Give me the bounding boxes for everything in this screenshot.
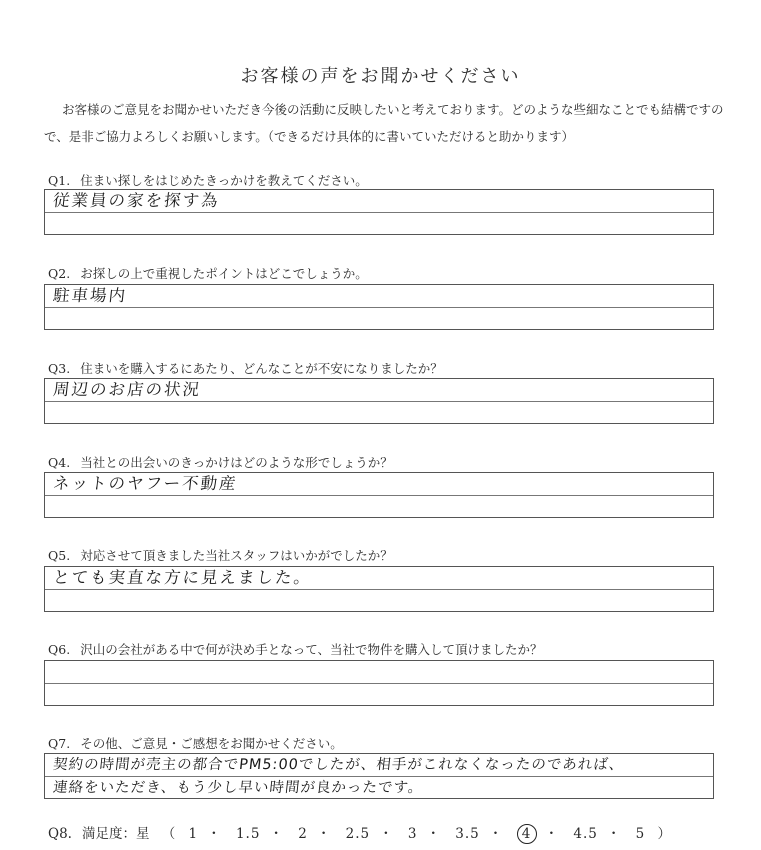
answer-line-2 xyxy=(52,496,54,518)
question-number: Q6. xyxy=(48,642,71,657)
separator-dot: ・ xyxy=(207,826,222,842)
separator-dot: ・ xyxy=(606,826,622,842)
question-7-label xyxy=(48,734,343,752)
answer-line-2 xyxy=(52,402,54,424)
answer-box-4[interactable] xyxy=(44,472,714,518)
question-2-label xyxy=(48,264,368,282)
answer-divider xyxy=(45,495,713,496)
satisfaction-label: 満足度：星 xyxy=(81,826,150,842)
question-4-label xyxy=(48,453,393,471)
survey-title: お客様の声をお聞かせください xyxy=(240,66,521,87)
answer-line-2 xyxy=(52,213,54,235)
answer-divider xyxy=(45,401,713,402)
question-text: 当社との出会いのきっかけはどのような形でしょうか？ xyxy=(80,455,393,470)
separator-dot: ・ xyxy=(379,826,394,842)
question-text: 住まい探しをはじめたきっかけを教えてください。 xyxy=(80,173,368,188)
rating-option-3-5[interactable]: 3.5 xyxy=(455,826,480,842)
question-text: 対応させて頂きました当社スタッフはいかがでしたか？ xyxy=(80,548,393,563)
question-text: 住まいを購入するにあたり、どんなことが不安になりましたか？ xyxy=(80,361,443,376)
answer-box-2[interactable] xyxy=(44,284,714,330)
answer-line-1: 従業員の家を探す為 xyxy=(52,191,221,210)
answer-box-7[interactable] xyxy=(44,753,714,799)
rating-option-5[interactable]: 5 xyxy=(635,826,646,842)
rating-option-1[interactable]: 1 xyxy=(188,826,199,842)
question-number: Q5. xyxy=(48,548,71,563)
question-number: Q4. xyxy=(48,455,71,470)
answer-line-1: とても実直な方に見えました。 xyxy=(52,568,314,587)
rating-option-2[interactable]: 2 xyxy=(298,826,308,842)
question-number: Q7. xyxy=(48,736,71,751)
question-number: Q8. xyxy=(48,826,72,842)
question-5-label xyxy=(48,546,393,564)
answer-line-2 xyxy=(52,684,54,706)
answer-line-1: ネットのヤフー不動産 xyxy=(52,474,239,493)
question-3-label xyxy=(48,359,443,377)
rating-option-4-5[interactable]: 4.5 xyxy=(573,826,598,842)
question-6-label xyxy=(48,640,542,658)
separator-dot: ・ xyxy=(316,826,332,842)
answer-divider xyxy=(45,683,713,684)
answer-divider xyxy=(45,307,713,308)
answer-line-1: 周辺のお店の状況 xyxy=(52,380,203,399)
question-number: Q3. xyxy=(48,361,71,376)
answer-line-2: 連絡をいただき、もう少し早い時間が良かったです。 xyxy=(52,780,425,796)
question-text: その他、ご意見・ご感想をお聞かせください。 xyxy=(80,736,343,751)
rating-option-3[interactable]: 3 xyxy=(407,826,418,842)
question-text: 沢山の会社がある中で何が決め手となって、当社で物件を購入して頂けましたか？ xyxy=(80,642,543,657)
answer-box-6[interactable] xyxy=(44,660,714,706)
answer-box-5[interactable] xyxy=(44,566,714,612)
answer-line-2 xyxy=(52,590,54,612)
separator-dot: ・ xyxy=(426,826,441,842)
answer-line-2 xyxy=(52,308,54,330)
answer-divider xyxy=(45,212,713,213)
satisfaction-row xyxy=(48,822,676,842)
scale-close-paren: ） xyxy=(657,826,673,842)
answer-line-1: 契約の時間が売主の都合でPM5:00でしたが、相手がこれなくなったのであれば、 xyxy=(52,757,626,773)
separator-dot: ・ xyxy=(488,826,504,842)
rating-option-4-selected[interactable]: 4 xyxy=(517,824,537,844)
survey-intro: お客様のご意見をお聞かせいただき今後の活動に反映したいと考えております。どのような些細なことでも結構ですので、是非ご協力よろしくお願いします。（できるだけ具体的に書いていただけると助かります） xyxy=(44,102,724,144)
answer-line-1: 駐車場内 xyxy=(52,286,129,305)
question-number: Q2. xyxy=(48,266,71,281)
question-number: Q1. xyxy=(48,173,71,188)
separator-dot: ・ xyxy=(544,826,560,842)
scale-open-paren: （ xyxy=(161,826,177,842)
question-text: お探しの上で重視したポイントはどこでしょうか。 xyxy=(80,266,368,281)
separator-dot: ・ xyxy=(269,826,284,842)
answer-divider xyxy=(45,589,713,590)
rating-option-2-5[interactable]: 2.5 xyxy=(345,826,371,842)
question-1-label xyxy=(48,171,368,189)
answer-box-1[interactable] xyxy=(44,189,714,235)
answer-box-3[interactable] xyxy=(44,378,714,424)
rating-option-1-5[interactable]: 1.5 xyxy=(235,826,261,842)
answer-line-1 xyxy=(52,661,54,683)
satisfaction-scale xyxy=(158,822,676,842)
